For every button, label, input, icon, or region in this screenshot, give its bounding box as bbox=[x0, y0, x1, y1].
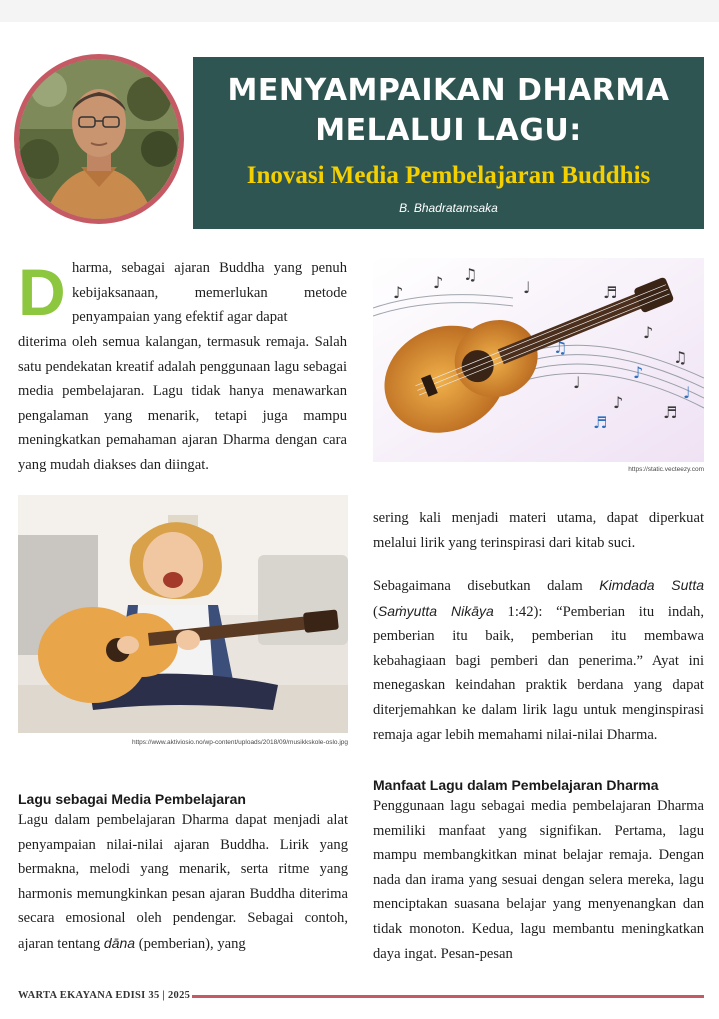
section-manfaat-body bbox=[373, 794, 704, 966]
title-line-2: MELALUI LAGU: bbox=[315, 113, 582, 148]
title-line-1: MENYAMPAIKAN DHARMA bbox=[227, 73, 670, 108]
svg-text:♫: ♫ bbox=[463, 265, 478, 284]
guitar-illustration bbox=[373, 258, 704, 462]
svg-text:♪: ♪ bbox=[613, 393, 624, 412]
nikaya-name: Saṁyutta Nikāya bbox=[377, 602, 494, 619]
child-image-source: https://www.aktiviosio.no/wp-content/uploads/2018/09/musikkskole-oslo.jpg bbox=[131, 739, 348, 746]
svg-text:♪: ♪ bbox=[633, 363, 644, 382]
svg-text:♬: ♬ bbox=[603, 283, 618, 302]
svg-text:♫: ♫ bbox=[553, 338, 568, 357]
svg-text:♩: ♩ bbox=[523, 278, 531, 297]
section-heading-manfaat: Manfaat Lagu dalam Pembelajaran Dharma bbox=[373, 777, 659, 793]
quote-intro: Sebagaimana disebutkan dalam bbox=[373, 578, 583, 594]
svg-text:♪: ♪ bbox=[393, 283, 404, 302]
intro-rest-text: diterima oleh semua kalangan, termasuk remaja. Salah satu pendekatan kreatif adalah penggunaan lagu sebagai media pembelajaran. Lagu tidak hanya menawarkan pengalaman yang menarik, tetapi juga mampu meningkatkan pemahaman ajaran Dharma dengan cara yang mudah diakses dan diingat. bbox=[18, 334, 347, 473]
author-portrait bbox=[14, 54, 184, 224]
title-banner bbox=[193, 57, 704, 229]
svg-text:♬: ♬ bbox=[663, 403, 678, 422]
child-guitar-photo bbox=[18, 495, 348, 733]
guitar-music-image bbox=[373, 258, 704, 462]
continued-paragraph: sering kali menjadi materi utama, dapat diperkuat melalui lirik yang terinspirasi dari kitab suci. bbox=[373, 510, 704, 551]
author-photo bbox=[19, 59, 179, 219]
quote-body: 1:42): “Pemberian itu indah, pemberian itu baik, pemberian itu membawa kebahagiaan bagi pemberi dan penerima.” Ayat ini menegaskan keindahan praktik berdana yang dapat diterjemahkan ke dalam lirik lagu untuk menginspirasi remaja agar lebih memahami nilai-nilai Dharma. bbox=[373, 603, 704, 743]
child-guitar-illustration bbox=[18, 495, 348, 733]
manfaat-paragraph: Penggunaan lagu sebagai media pembelajaran Dharma memiliki manfaat yang signifikan. Pertama, lagu mampu membangkitkan minat belajar remaja. Dengan nada dan irama yang sesuai dengan selera mereka, lagu menciptakan suasana belajar yang menyenangkan dan tidak monoton. Kedua, lagu membantu meningkatkan daya ingat. Pesan-pesan bbox=[373, 798, 704, 962]
svg-text:♪: ♪ bbox=[433, 273, 444, 292]
top-margin bbox=[0, 0, 719, 22]
footer-rule bbox=[192, 995, 704, 998]
section-heading-lagu-media: Lagu sebagai Media Pembelajaran bbox=[18, 791, 246, 807]
lagu-media-text: Lagu dalam pembelajaran Dharma dapat menjadi alat penyampaian nilai-nilai ajaran Buddha. Lirik yang bermakna, melodi yang menarik, serta ritme yang harmonis memungkinkan pesan ajaran Buddha diterima secara emosional oleh pendengar. Sebagai contoh, ajaran tentang bbox=[18, 812, 348, 952]
sutta-name: Kimdada Sutta bbox=[599, 577, 704, 593]
svg-text:♩: ♩ bbox=[573, 373, 581, 392]
svg-text:♬: ♬ bbox=[593, 413, 608, 432]
sutta-quote-text bbox=[373, 573, 704, 747]
svg-text:♫: ♫ bbox=[673, 348, 688, 367]
intro-paragraph-rest bbox=[18, 330, 347, 478]
intro-first-text: harma, sebagai ajaran Buddha yang penuh kebijaksanaan, memerlukan metode penyampaian yang efektif agar dapat bbox=[72, 260, 347, 326]
section-lagu-media-body bbox=[18, 808, 348, 957]
guitar-image-source: https://static.vecteezy.com bbox=[628, 466, 704, 473]
lagu-media-text-end: (pemberian), yang bbox=[138, 935, 246, 952]
section-lagu-media-paragraph bbox=[18, 808, 348, 957]
drop-cap: D bbox=[18, 255, 66, 329]
intro-paragraph-start bbox=[72, 256, 347, 330]
author-byline: B. Bhadratamsaka bbox=[399, 201, 498, 215]
right-column-continued bbox=[373, 506, 704, 555]
footer-edition: WARTA EKAYANA EDISI 35 | 2025 bbox=[18, 990, 191, 1001]
subtitle: Inovasi Media Pembelajaran Buddhis bbox=[246, 162, 651, 189]
svg-text:♪: ♪ bbox=[643, 323, 654, 342]
dana-term: dāna bbox=[103, 934, 136, 951]
svg-text:♩: ♩ bbox=[683, 383, 691, 402]
sutta-quote-paragraph bbox=[373, 573, 704, 747]
source-open-paren: ( bbox=[373, 603, 378, 620]
